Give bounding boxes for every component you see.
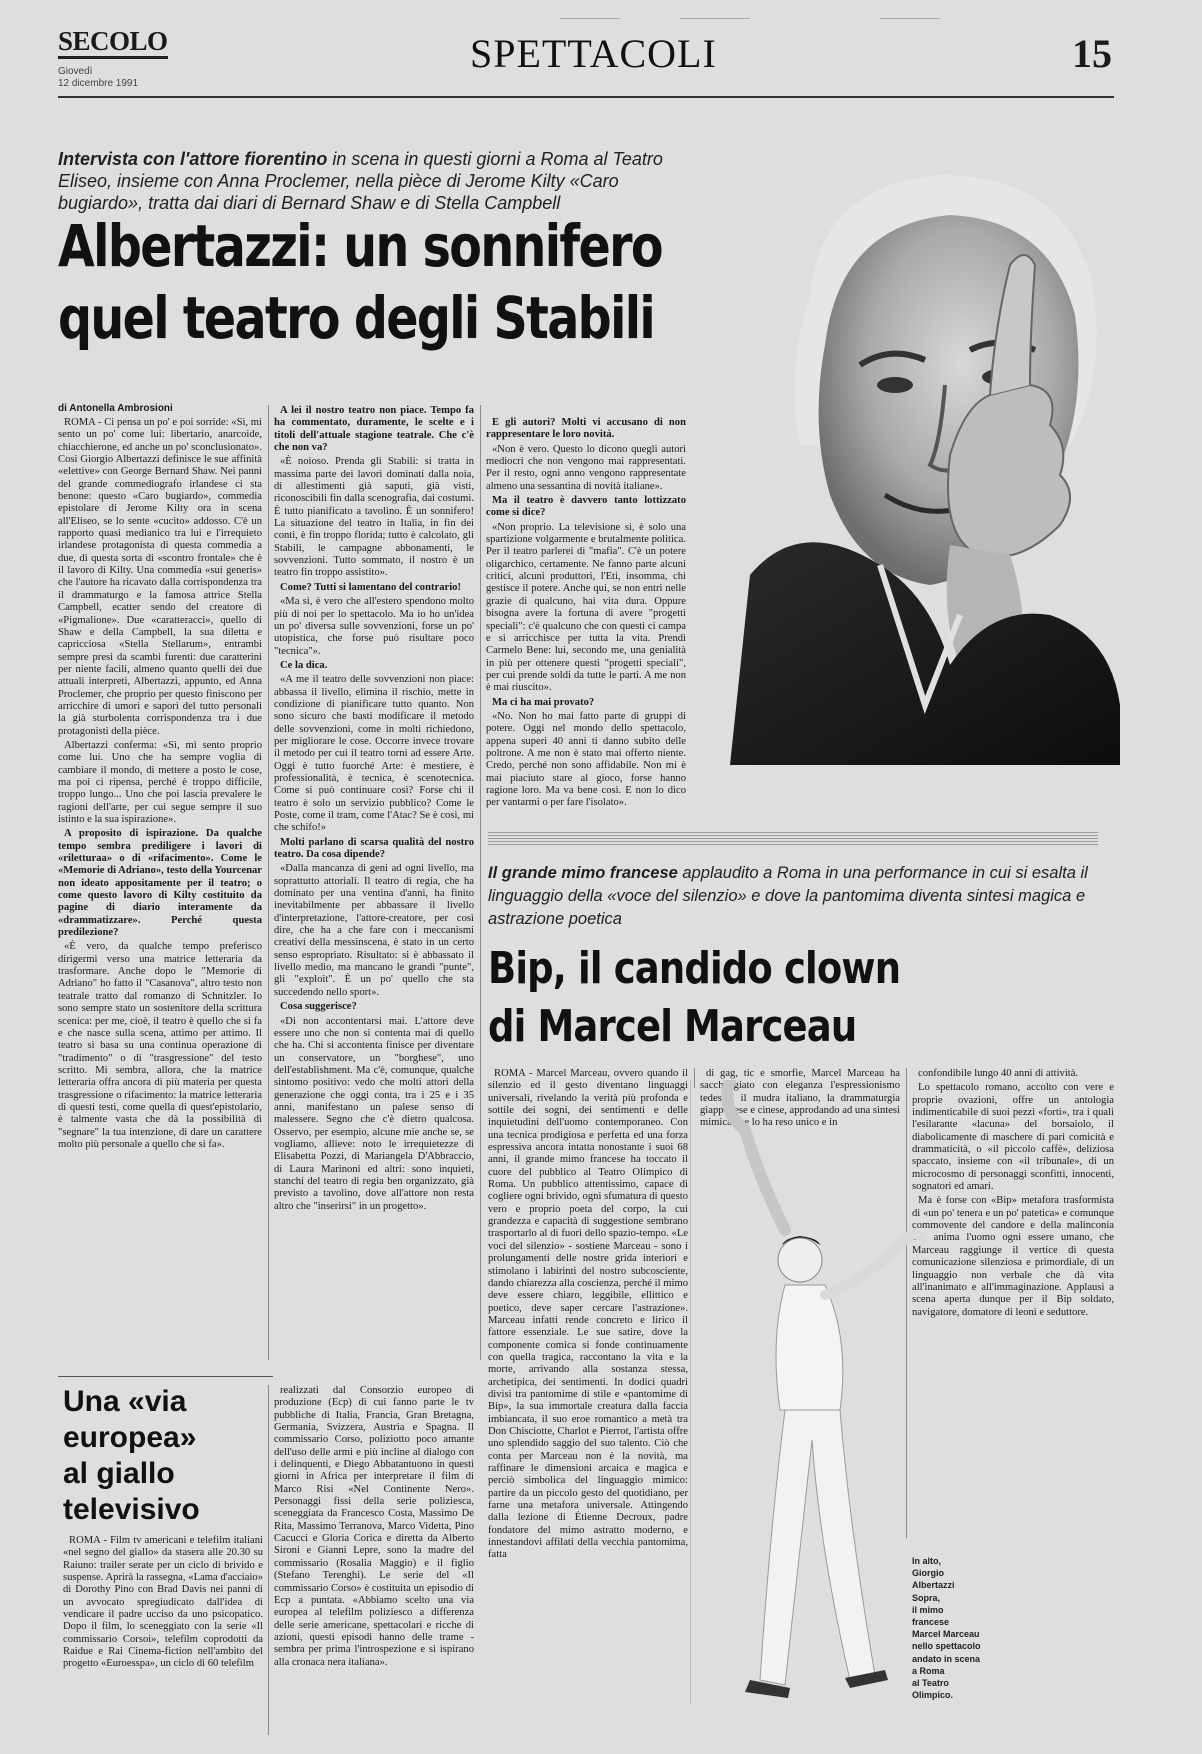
article1-column-3 xyxy=(486,417,686,822)
article2-headline xyxy=(488,940,900,1056)
caption-line: Olimpico. xyxy=(912,1690,954,1701)
issue-date xyxy=(58,66,138,90)
caption-line: Giorgio xyxy=(912,1568,944,1579)
paragraph: Ma è forse con «Bip» metafora trasformista di «un po' tenera e un po' patetica» e comunque commovente del candore e della malinconia che anima l'uomo ogni essere umano, che Marceau raggiunge il vertice di questa comunicazione silenziosa e primordiale, di un linguaggio non verbale che dà vita all'inanimato e all'immaginazione. Applausi a scena aperta dunque per il Bip soldato, navigatore, domatore di leoni e seduttore. xyxy=(912,1195,1114,1318)
article2-intro-text: applaudito a Roma in una performance in cui si esalta il linguaggio della «voce del silenzio» e dove la pantomima diventa sintesi magica e astrazione poetica xyxy=(488,864,1088,928)
paragraph: «No. Non ho mai fatto parte di gruppi di potere. Oggi nel mondo dello spettacolo, appena superi 40 anni ti danno subito delle poltrone. A me non è stato mai offerto niente. Credo, perché non sono affidabile. Non mi è mai piaciuto stare al gioco, forse hanno ragione loro. Ma va bene così. E non lo dico per vantarmi o per fare l'isolato». xyxy=(486,710,686,809)
caption-line: al Teatro xyxy=(912,1678,949,1689)
issue-date-value: 12 dicembre 1991 xyxy=(58,78,139,89)
article2-intro-bold: Il grande mimo francese xyxy=(488,864,678,882)
top-edge-mark xyxy=(880,18,940,19)
paragraph: ROMA - Ci pensa un po' e poi sorride: «Sì, mi sento un po' come lui: libertario, anarcoide, chiacchierone, ed anche un po' sconclusionato». Così Giorgio Albertazzi definisce le sue affinità «elettive» con George Bernard Shaw. Nei panni del grande commediografo irlandese ci sta benone: questo «Caro bugiardo», commedia epistolare di Jerome Kilty ora in scena all'Eliseo, se lo sente «cucito» addosso. C'è un rapporto quasi medianico tra lui e l'irrequieto irlandese protagonista di questa commedia a due, di questa sorta di «scontro frontale» che è il lavoro di Kilty. Una commedia «sui generis» che l'autore ha ricavato dalla corrispondenza tra il drammaturgo e la famosa attrice Stella Campbell, ecatter sendo del creatore di «Pigmalione». Due «caratteracci», quello di Shaw e della Campbell, la sua diletta e capricciosa «Stella Stellarum», entrambi sempre presi da scambi furenti: due caratterini per niente facili, almeno quanto quelli dei due attuali interpreti, Albertazzi, appunto, ed Anna Proclemer, che proprio per questo finiscono per arricchire di umori e sapori del tutto personali la già sturbolenta corrispondenza tra i due protagonisti della pièce. xyxy=(58,417,262,737)
article2-column-3 xyxy=(912,1068,1114,1538)
caption-line: francese xyxy=(912,1617,950,1628)
article3-col2-text: realizzati dal Consorzio europeo di produzione (Ecp) di cui fanno parte le tv pubbliche di Italia, Francia, Gran Bretagna, Germania, Svizzera, Austria e Spagna. Il commissario Corso, poliziotto poco amante dell'uso delle armi e più incline al dialogo con i delinquenti, e Diego Abbatantuono in questi giorni in Africa per interpretare il film di Marco Risi «Nel Continente Nero». Personaggi fissi della serie poliziesca, sceneggiata da Francesco Costa, Massimo De Rita, Massimo Terranova, Marco Videtta, Pino Cacucci e Gloria Corica e diretta da Alberto Sironi e Gianni Lepre, sono la madre del commissario (Rosalia Maggio) e il figlio (Stefano Terenghi). Le serie del «Il commissario Corso» è costituita un episodio di Ecp a puntata. «Abbiamo scelto una via europea al telefilm poliziesco a differenza delle serie americane, spettacolari e ricche di azioni, questi episodi hanno delle trame - sembra per prima l'introspezione e si ispirano alla cronaca nera italiana». xyxy=(274,1385,474,1668)
article3-headline-line: al giallo xyxy=(63,1457,175,1490)
column-divider xyxy=(480,405,481,1360)
column-divider xyxy=(268,405,269,1360)
caption-line: il mimo xyxy=(912,1604,944,1615)
caption-line: Marcel Marceau xyxy=(912,1629,980,1640)
photo-caption xyxy=(912,1555,1022,1701)
interview-question: Come? Tutti si lamentano del contrario! xyxy=(280,581,461,593)
article1-intro-text: in scena in questi giorni a Roma al Teatro Eliseo, insieme con Anna Proclemer, nella pièce di Jerome Kilty «Caro bugiardo», tratta dai diari di Bernard Shaw e di Stella Campbell xyxy=(58,149,663,213)
interview-question: Molti parlano di scarsa qualità del nostro teatro. Da cosa dipende? xyxy=(274,836,474,861)
article3-column-2 xyxy=(274,1385,474,1740)
article1-headline-line1: Albertazzi: un sonnifero xyxy=(58,212,662,280)
paragraph: «È noioso. Prenda gli Stabili: si tratta in massima parte dei lavori dominati dalla noia, di allestimenti già saputi, già visti, riconoscibili fin dalla scenografia, dai costumi. È tutto pianificato a tavolino. È un sonnifero! La situazione del teatro in Italia, in fin dei conti, è fin troppo florida; tutto è calcolato, gli Stabili, le campagne abbonamenti, le sovvenzioni. Tutto sommato, il nostro è un teatro fin troppo assistito». xyxy=(274,456,474,579)
caption-line: nello spettacolo xyxy=(912,1641,981,1652)
article3-headline-line: europea» xyxy=(63,1421,197,1454)
page-number: 15 xyxy=(1072,31,1112,76)
albertazzi-photo xyxy=(690,145,1120,765)
article2-col2-text: di gag, tic e smorfie, Marcel Marceau ha saccheggiato con eleganza l'espressionismo tedesco, il mudra italiano, la drammaturgia giapponese e cinese, approdando ad una sintesi mimica che lo ha reso unico e in xyxy=(700,1068,900,1129)
interview-question: E gli autori? Molti vi accusano di non rappresentare le loro novità. xyxy=(486,417,686,441)
top-edge-mark xyxy=(680,18,750,19)
article1-byline: di Antonella Ambrosioni xyxy=(58,403,173,414)
article1-intro xyxy=(58,148,698,214)
masthead-rule xyxy=(58,96,1114,98)
article2-headline-line2: di Marcel Marceau xyxy=(488,1001,857,1052)
interview-question: A proposito di ispirazione. Da qualche tempo sembra prediligere i lavori di «riletturaa» o di «rifacimento». Come le «Memorie di Adriano», testo della Yourcenar non ideato appositamente per il teatro; o come questo lavoro di Kilty costituito da pagine di diario interamente da «drammatizzare». Perché questa predilezione? xyxy=(58,828,262,939)
column-divider xyxy=(268,1385,269,1735)
article2-col1-text: ROMA - Marcel Marceau, ovvero quando il silenzio ed il gesto diventano linguaggi universali, rivelando la verità più profonda e sottile dei sogni, dei sentimenti e delle inquietudini dell'uomo contemporaneo. Con una tecnica prodigiosa e perfetta ed una forza espressiva ancora intatta nonostante i suoi 68 anni, il grande mimo francese ha toccato il cuore del pubblico al Teatro Olimpico di Roma. Un pubblico attentissimo, capace di cogliere ogni brivido, ogni sfumatura di questo vero e proprio poeta del corpo, la cui grandezza e capacità di suggestione sembrano trasportarlo al di fuori dello spazio-tempo. «Le voci del silenzio» - sostiene Marceau - sono i prolungamenti delle nostre grida interiori e stimolano i labirinti del nostro subcosciente, dando chiarezza alla coscienza, perché il mimo deve essere chiaro, leggibile, ellittico e poetico, deve saper cercare l'astrazione». Marceau infatti rende concreto e lirico il fattore essenziale. Le sue satire, dove la componente comica si fonde continuamente con quella tragica, raccontano la vita e la morte, arrivando alla sostanza stessa, archetipica, dei sentimenti. In dodici quadri divisi tra pantomime di stile e «pantomime di Bip», la sua immortale creatura dalla faccia imbiancata, il suo eroe romantico a metà tra Don Chisciotte, Charlot e Pierrot, l'artista offre uno splendido saggio del suo talento. Ciò che conta per Marceau non è la novità, ma raffinare le dimensioni arcaica e magica e perciò simbolica del linguaggio mimico: partire da un piccolo gesto del quotidiano, per farne una metafora universale. Attingendo dalla lezione di Étienne Decroux, padre fondatore del mimo astratto moderno, e innestandovi affilati della vecchia pantomima, fatta xyxy=(488,1068,688,1561)
article3-col1-text: ROMA - Film tv americani e telefilm italiani «nel segno del giallo» da stasera alle 20.30 su Raiuno: trailer serate per un ciclo di brivido e suspense. Aprirà la rassegna, «Lama d'acciaio» di Dorothy Pino con Brad Davis nei panni di un avvocato spregiudicato dall'idea di vendicare il padre ucciso da uno psicopatico. Dopo il film, lo sceneggiato con la serie «Il commissario Corsoi», telefilm coprodotti da Raidue e Rai Cinema-fiction nell'ambito del progetto «Euroesspa», un ciclo di 60 telefilm xyxy=(63,1535,263,1670)
article3-headline-line: Una «via xyxy=(63,1385,187,1418)
paragraph: Albertazzi conferma: «Sì, mi sento proprio come lui. Uno che ha sempre voglia di cambiare il mondo, di mettere a posto le cose, ma poi ci ripensa, perché è troppo difficile, troppo lungo... Uno che poi lascia prevalere le ragioni dell'arte, per cui segue sempre il suo istinto e la sua ispirazione». xyxy=(58,739,262,825)
paragraph: «Dalla mancanza di geni ad ogni livello, ma soprattutto attoriali. Il teatro di regia, che ha dominato per una ventina d'anni, ha finito inevitabilmente per abbassare il livello d'interpretazione, l'attore-creatore, per così dire, che ha a che fare con i meccanismi creativi della messinscena, è stato in un certo senso espropriato. Risultato: si è abbassato il livello medio, ma mancano le grandi "punte", gli "exploit". È un po' quello che sta succedendo nello sport». xyxy=(274,863,474,998)
paragraph: confondibile lungo 40 anni di attività. xyxy=(918,1068,1079,1079)
interview-question: Ma ci ha mai provato? xyxy=(492,696,595,708)
article1-column-2 xyxy=(274,405,474,1367)
paragraph: «È vero, da qualche tempo preferisco dirigermi verso una matrice letteraria da trasformare. Anche dopo le "Memorie di Adriano" ho fatto il "Casanova", altro testo non teatrale tratto dal romanzo di Schnitzler. Io sono sempre stato un sostenitore della scrittura scenica: per me, cioè, il teatro è quello che si fa e che nasce sulla scena, attimo per attimo. Il teatro si basa su una continua operazione di "tradimento" o di "trasgressione" del testo scritto. Mi sembra, allora, che la matrice letteraria offra ancora di più materia per questa trasgressione o rifacimento: la matrice letteraria di questi testi, come quella di quest'epistolario, è talmente vasta che dà la possibilità di "segnare" la tua intenzione, di dare un carattere molto più personale a quello che si fa». xyxy=(58,941,262,1150)
article2-intro xyxy=(488,862,1088,931)
caption-line: a Roma xyxy=(912,1665,945,1676)
article1-intro-bold: Intervista con l'attore fiorentino xyxy=(58,149,328,169)
interview-question: Ce la dica. xyxy=(280,659,328,671)
paragraph: «Ma sì, è vero che all'estero spendono molto più di noi per lo spettacolo. Ma io ho un'idea un po' diversa sulle sovvenzioni, forse un po' utopistica, che forse può risultare poco "tecnica"». xyxy=(274,596,474,657)
marceau-photo xyxy=(690,1080,930,1705)
section-title: SPETTACOLI xyxy=(470,31,717,76)
article1-column-1 xyxy=(58,417,262,1367)
article1-headline-line2: quel teatro degli Stabili xyxy=(58,284,655,352)
article1-headline xyxy=(58,210,662,354)
caption-line: In alto, xyxy=(912,1556,941,1566)
caption-line: Sopra, xyxy=(912,1592,941,1603)
article3-headline-line: televisivo xyxy=(63,1493,200,1526)
issue-day: Giovedì xyxy=(58,66,93,77)
top-edge-mark xyxy=(560,18,620,19)
article3-headline xyxy=(63,1384,263,1528)
caption-line: andato in scena xyxy=(912,1653,981,1664)
paragraph: «Non proprio. La televisione sì, è solo una spartizione volgarmente e brutalmente politica. Per il teatro parlerei di "mafia". C'è un potere oligarchico, certamente. Ne fanno parte alcuni critici, alcuni produttori, l'Eti, insomma, chi gestisce il potere. Anche qui, se non entri nelle grazie di qualcuno, hai vita dura. Oppure bisogna avere la fortuna di avere "progetti speciali": c'è qualcuno che con questi ci campa e si arricchisce per tutta la vita. Prendi Carmelo Bene: lui, secondo me, una genialità in più per ottenere questi "progetti speciali", per cui prende soldi da tutte le parti. A me non è mai riuscito». xyxy=(486,521,686,694)
article3-column-1 xyxy=(63,1535,263,1740)
article2-separator xyxy=(488,832,1098,846)
article2-headline-line1: Bip, il candido clown xyxy=(488,943,901,994)
newspaper-logo: SECOLO xyxy=(58,28,168,59)
paragraph: «Non è vero. Questo lo dicono quegli autori mediocri che non vengono mai rappresentati. Per il resto, ogni anno vengono rappresentate almeno una sessantina di novità italiane». xyxy=(486,443,686,492)
interview-question: A lei il nostro teatro non piace. Tempo fa ha commentato, duramente, le scelte e i titoli dell'attuale stagione teatrale. Che c'è che non va? xyxy=(274,405,474,454)
paragraph: Lo spettacolo romano, accolto con vere e proprie ovazioni, offre un antologia indimenticabile di suoi pezzi «forti», tra i quali l'esilarante «lacuna» del borsaiolo, il diabolicamente di maschere di pari comicità e drammaticità, o «il piccolo caffè», deliziosa spaccato, insieme con «il tribunale», di un microcosmo di personaggi sconfitti, innocenti, sognatori ed amari. xyxy=(912,1082,1114,1193)
article2-column-1 xyxy=(488,1068,688,1738)
article3-top-rule xyxy=(58,1376,273,1377)
caption-line: Albertazzi xyxy=(912,1580,955,1591)
interview-question: Ma il teatro è davvero tanto lottizzato come si dice? xyxy=(486,495,686,519)
paragraph: «Di non accontentarsi mai. L'attore deve essere uno che non si contenta mai di quello che ha. Chi si accontenta finisce per diventare un conservatore, un "borghese", uno dell'establishment. Ma c'è, comunque, qualche sintomo positivo: vedo che molti attori della generazione che oggi conta, tra i 25 e i 35 anni, manifestano un palese senso di malessere. Segno che c'è dietro qualcosa. Osservo, per esempio, alcune mie anche se, se vogliamo, allieve: noto le irrequietezze di Elisabetta Pozzi, di Mariangela D'Abbraccio, di Laura Marinoni ed altri: sono inquieti, stanchi del teatro di regia ben organizzato, già previsto a tavolino, dove all'attore non resta altro che "inserirsi" in un progetto». xyxy=(274,1015,474,1212)
interview-question: Cosa suggerisce? xyxy=(280,1001,357,1013)
paragraph: «A me il teatro delle sovvenzioni non piace: abbassa il livello, elimina il rischio, mette in condizione di pianificare tutto quanto. Non sono sicuro che basti modificare il metodo delle sovvenzioni, come in molti richiedono, per migliorare le cose. Occorre invece trovare il metodo per cui il teatro torni ad essere Arte. Oggi è tutto fuorché Arte: è mestiere, è professionalità, è tecnica, è scenotecnica. Come si può continuare così? Forse chi il teatro è solo un servizio pubblico? Come le Poste, come il tram, come l'Atac? Se è così, mi che schifo!» xyxy=(274,674,474,834)
